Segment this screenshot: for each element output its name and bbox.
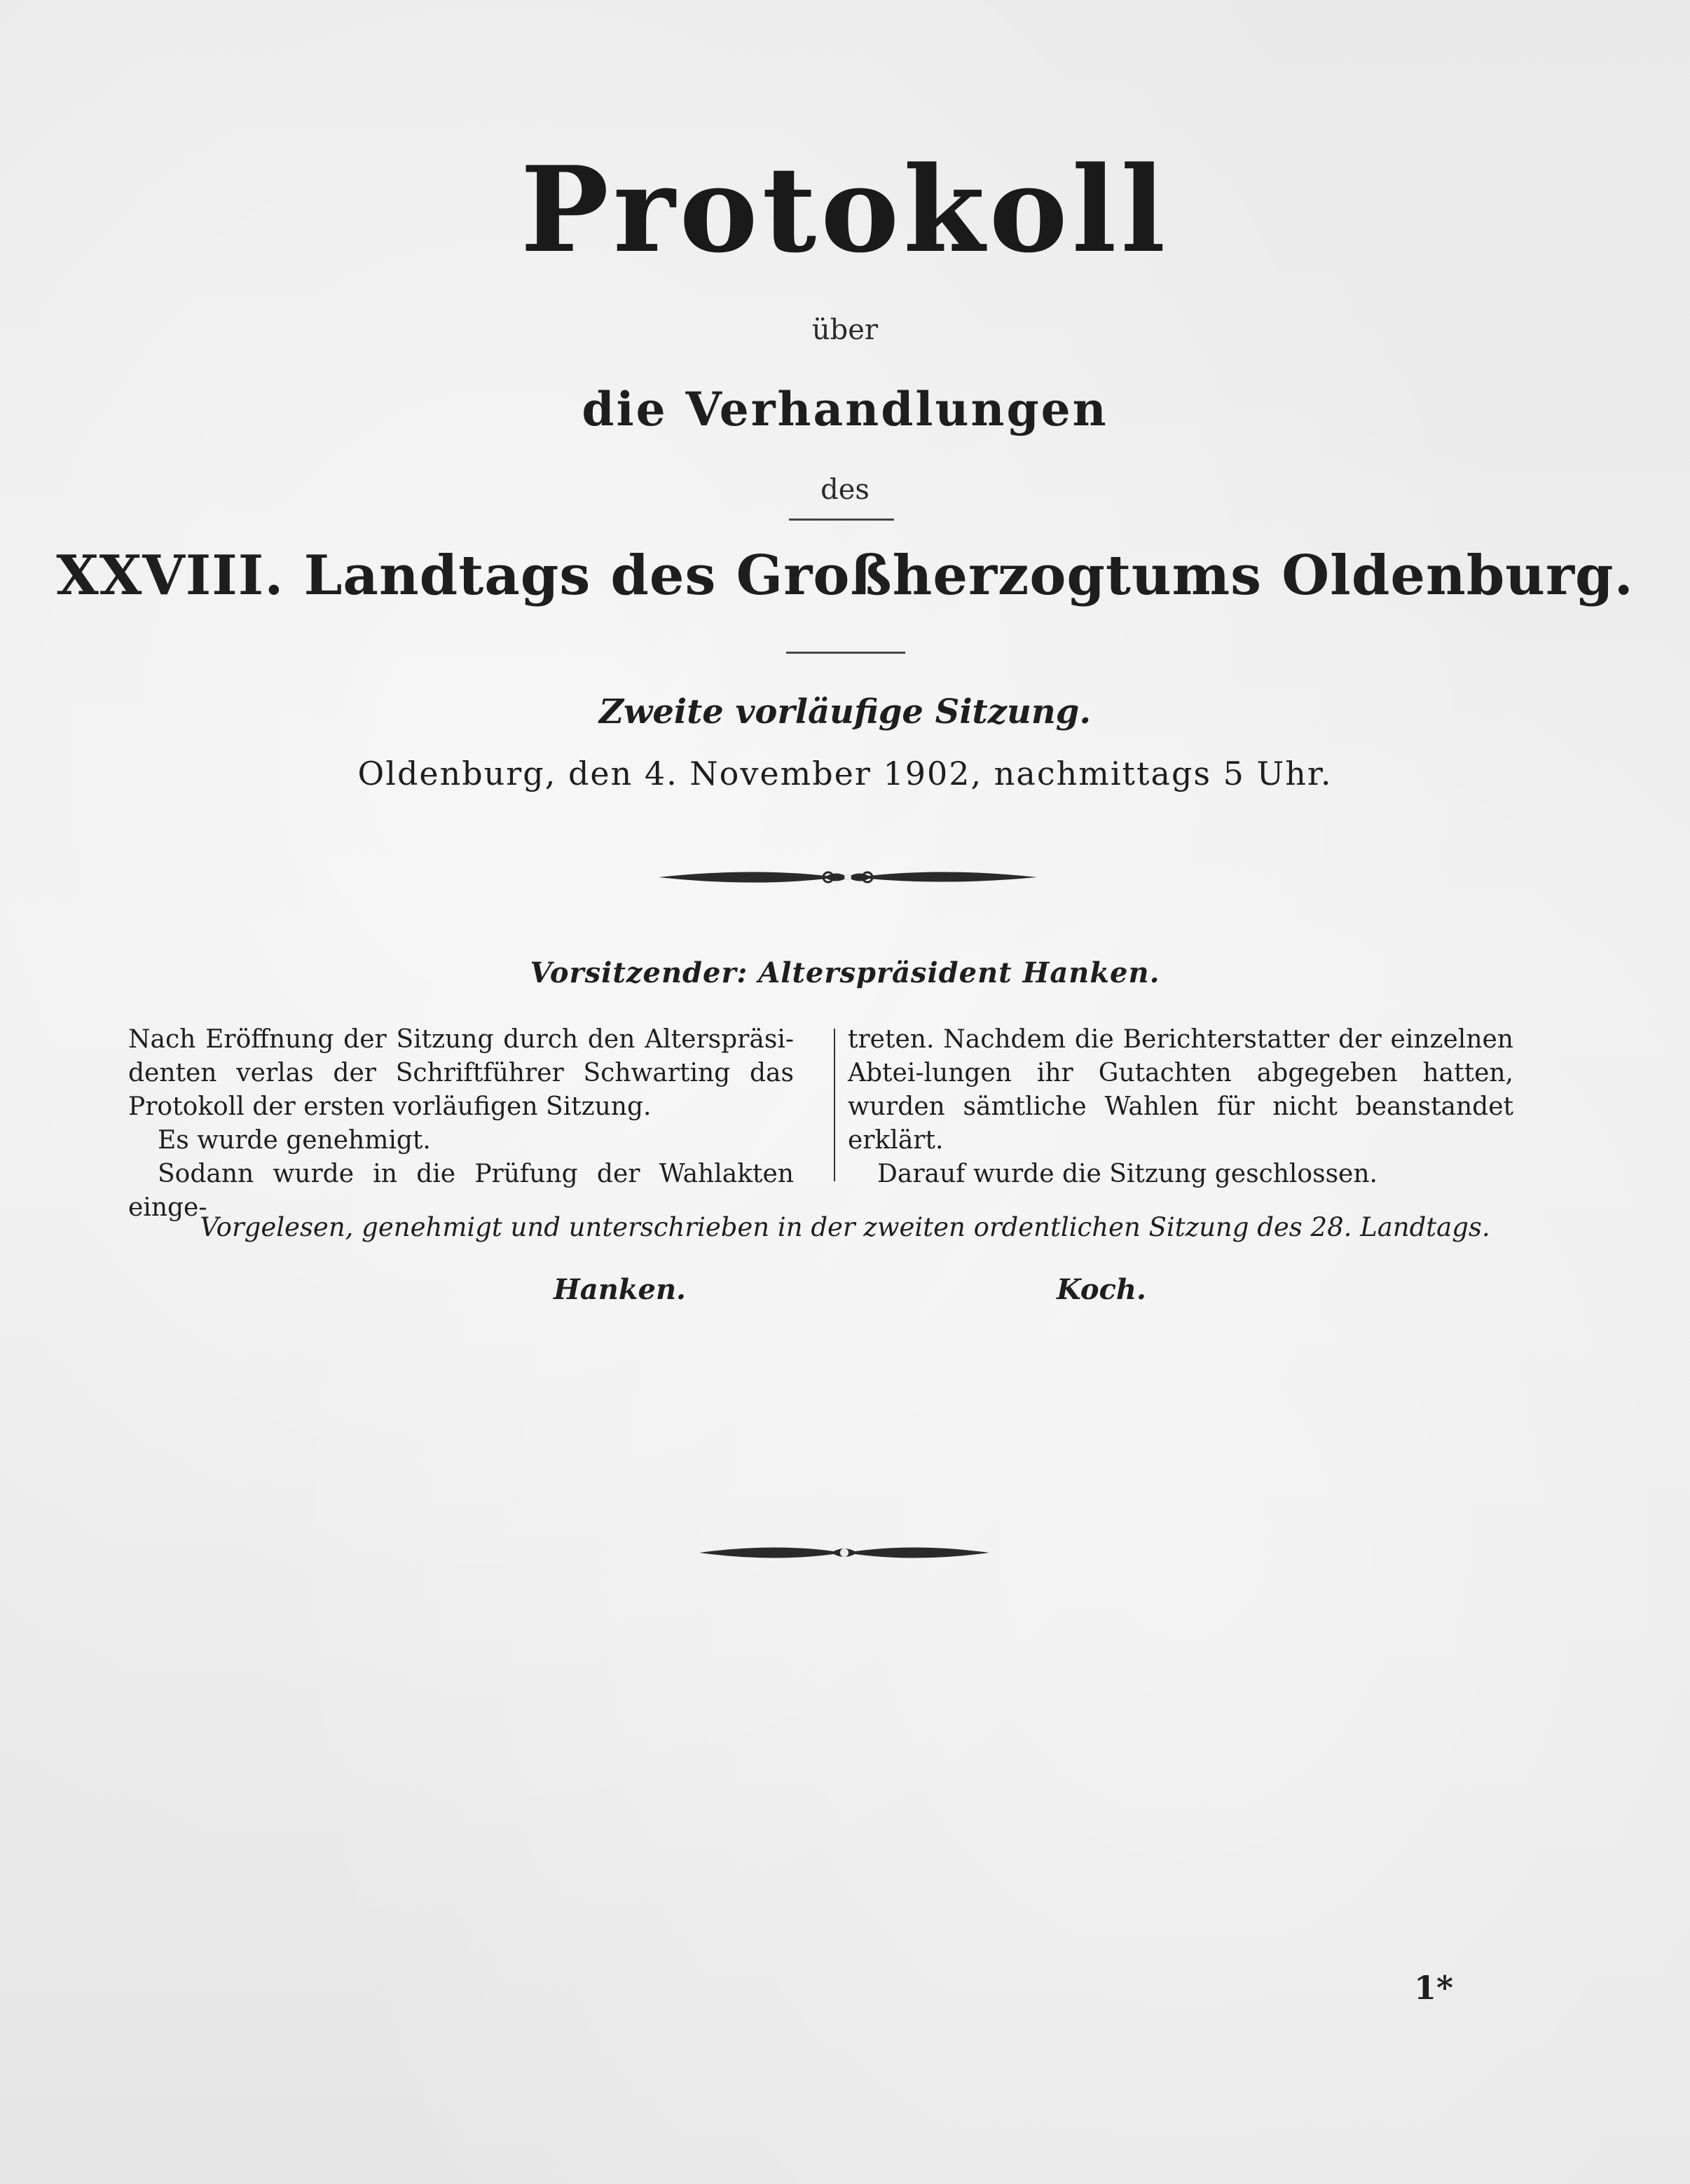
- divider-rule-middle: [786, 652, 905, 654]
- session-title: Zweite vorläufige Sitzung.: [598, 692, 1092, 732]
- column-divider: [834, 1029, 835, 1181]
- body-paragraph: treten. Nachdem die Berichterstatter der einzelnen Abtei-lungen ihr Gutachten abgegeben hatten, wurden sämtliche Wahlen für nicht beanstandet erklärt.: [848, 1025, 1513, 1155]
- signature-left: Hanken.: [554, 1273, 686, 1306]
- body-column-left: [128, 1023, 794, 1225]
- page-number: 1*: [1414, 1969, 1454, 2007]
- chair-line: Vorsitzender: Alterspräsident Hanken.: [530, 956, 1160, 989]
- ornament-divider-icon: [652, 862, 1044, 893]
- body-paragraph: Es wurde genehmigt.: [158, 1126, 431, 1155]
- title-line-verhandlungen: die Verhandlungen: [582, 382, 1108, 437]
- signature-right: Koch.: [1057, 1273, 1146, 1306]
- ornament-divider-bottom-icon: [694, 1539, 995, 1567]
- body-paragraph: Nach Eröffnung der Sitzung durch den Alterspräsi-denten verlas der Schriftführer Schwarting das Protokoll der ersten vorläufigen Sitzung.: [128, 1025, 794, 1121]
- body-paragraph: Darauf wurde die Sitzung geschlossen.: [877, 1160, 1378, 1188]
- divider-rule-top: [789, 518, 894, 521]
- title-line-des: des: [820, 474, 870, 506]
- document-title: Protokoll: [520, 140, 1170, 279]
- title-line-ueber: über: [811, 314, 879, 346]
- landtag-heading: XXVIII. Landtags des Großherzogtums Oldenburg.: [56, 544, 1634, 607]
- body-paragraph: Sodann wurde in die Prüfung der Wahlakten einge-: [128, 1160, 794, 1222]
- body-column-right: [848, 1023, 1513, 1191]
- approval-line: Vorgelesen, genehmigt und unterschrieben in der zweiten ordentlichen Sitzung des 28. Landtags.: [200, 1212, 1490, 1242]
- session-place-date: Oldenburg, den 4. November 1902, nachmittags 5 Uhr.: [357, 755, 1333, 792]
